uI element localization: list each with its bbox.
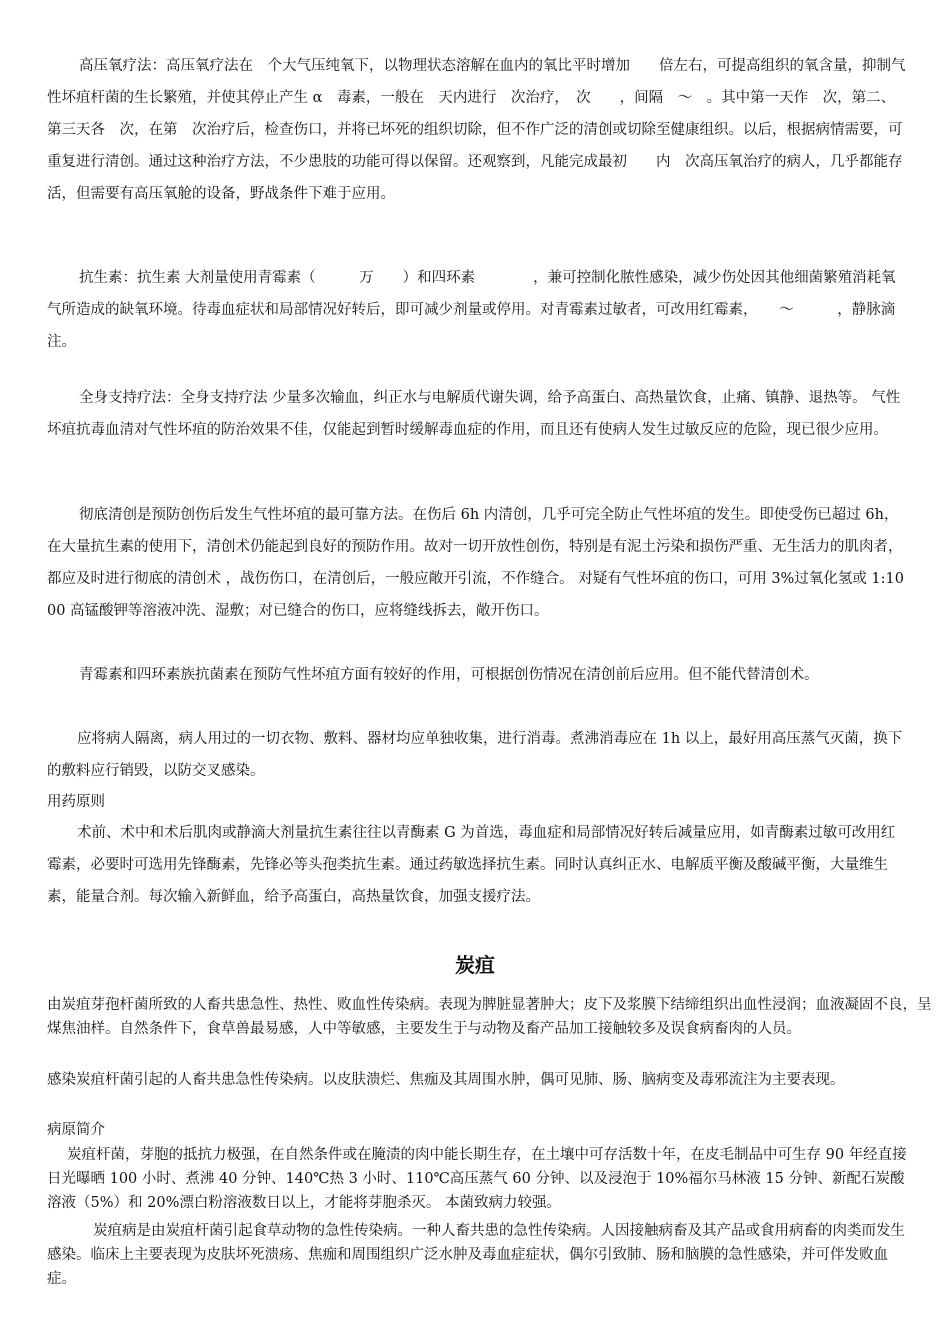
systemic-support-paragraph: 全身支持疗法：全身支持疗法 少量多次输血，纠正水与电解质代谢失调，给予高蛋白、高热量饮食，止痛、镇静、退热等。 气性坏疽抗毒血清对气性坏疽的防治效果不佳，仅能起到暂时缓解毒血症的作用，而且还有使病人发生过敏反应的危险，现已很少应用。 xyxy=(47,390,901,438)
antibiotics-paragraph: 抗生素：抗生素 大剂量使用青霉素（ 万 ）和四环素 ，兼可控制化脓性感染，减少伤处因其他细菌繁殖消耗氧气所造成的缺氧环境。待毒血症状和局部情况好转后，即可减少剂量或停用。对青霉素过敏者，可改用红霉素， ～ ，静脉滴注。 xyxy=(47,270,896,350)
penicillin-paragraph: 青霉素和四环素族抗菌素在预防气性坏疽方面有较好的作用，可根据创伤情况在清创前后应用。但不能代替清创术。 xyxy=(79,667,819,683)
anthrax-intro-2: 感染炭疽杆菌引起的人畜共患急性传染病。以皮肤溃烂、焦痂及其周围水肿，偶可见肺、肠、脑病变及毒邪流注为主要表现。 xyxy=(47,1072,845,1088)
pathogen-paragraph: 炭疽杆菌，芽胞的抵抗力极强，在自然条件或在腌渍的肉中能长期生存，在土壤中可存活数十年，在皮毛制品中可生存 90 年经直接日光曝晒 100 小时、煮沸 40 分钟、140℃热 3 小时、110℃高压蒸气 60 分钟、以及浸泡于 10%福尔马林液 15 分钟、新配石炭酸溶液（5%）和 20%漂白粉溶液数日以上，才能将芽胞杀灭。 本菌致病力较强。 xyxy=(47,1147,907,1211)
medication-principle-paragraph: 术前、术中和术后肌肉或静滴大剂量抗生素往往以青酶素 G 为首选，毒血症和局部情况好转后减量应用，如青酶素过敏可改用红霉素，必要时可选用先锋酶素，先锋必等头孢类抗生素。通过药敏选择抗生素。同时认真纠正水、电解质平衡及酸碱平衡，大量维生素，能量合剂。每次输入新鲜血，给予高蛋白，高热量饮食，加强支援疗法。 xyxy=(47,825,896,905)
hyperbaric-oxygen-paragraph: 高压氧疗法：高压氧疗法在 个大气压纯氧下，以物理状态溶解在血内的氧比平时增加 倍左右，可提高组织的氧含量，抑制气性坏疽杆菌的生长繁殖，并使其停止产生 α 毒素，一般在 天内进行 次治疗， 次 ，间隔 ～ 。其中第一天作 次，第二、第三天各 次，在第 次治疗后，检查伤口，并将已坏死的组织切除，但不作广泛的清创或切除至健康组织。以后，根据病情需要，可重复进行清创。通过这种治疗方法，不少患肢的功能可得以保留。还观察到，凡能完成最初 内 次高压氧治疗的病人，几乎都能存活，但需要有高压氧舱的设备，野战条件下难于应用。 xyxy=(47,58,906,202)
anthrax-disease-paragraph: 炭疽病是由炭疽杆菌引起食草动物的急性传染病。一种人畜共患的急性传染病。人因接触病畜及其产品或食用病畜的肉类而发生感染。临床上主要表现为皮肤坏死溃疡、焦痂和周围组织广泛水肿及毒血症症状，偶尔引致肺、肠和脑膜的急性感染，并可伴发败血症。 xyxy=(47,1223,905,1287)
debridement-paragraph: 彻底清创是预防创伤后发生气性坏疽的最可靠方法。在伤后 6h 内清创，几乎可完全防止气性坏疽的发生。即使受伤已超过 6h，在大量抗生素的使用下，清创术仍能起到良好的预防作用。故对一切开放性创伤，特别是有泥土污染和损伤严重、无生活力的肌肉者，都应及时进行彻底的清创术 ，战伤伤口，在清创后，一般应敞开引流，不作缝合。 对疑有气性坏疽的伤口，可用 3%过氧化氢或 1:1000 高锰酸钾等溶液冲洗、湿敷；对已缝合的伤口，应将缝线拆去，敞开伤口。 xyxy=(47,507,904,619)
anthrax-intro-1: 由炭疽芽孢杆菌所致的人畜共患急性、热性、败血性传染病。表现为脾脏显著肿大；皮下及浆膜下结缔组织出血性浸润；血液凝固不良，呈煤焦油样。自然条件下，食草兽最易感，人中等敏感，主要发生于与动物及畜产品加工接触较多及误食病畜肉的人员。 xyxy=(47,997,932,1037)
isolation-paragraph: 应将病人隔离，病人用过的一切衣物、敷料、器材均应单独收集，进行消毒。煮沸消毒应在 1h 以上，最好用高压蒸气灭菌，换下的敷料应行销毁，以防交叉感染。 xyxy=(47,731,903,779)
medication-principle-label: 用药原则 xyxy=(47,794,105,810)
pathogen-intro-label: 病原简介 xyxy=(47,1122,105,1138)
anthrax-title: 炭疽 xyxy=(455,953,495,977)
